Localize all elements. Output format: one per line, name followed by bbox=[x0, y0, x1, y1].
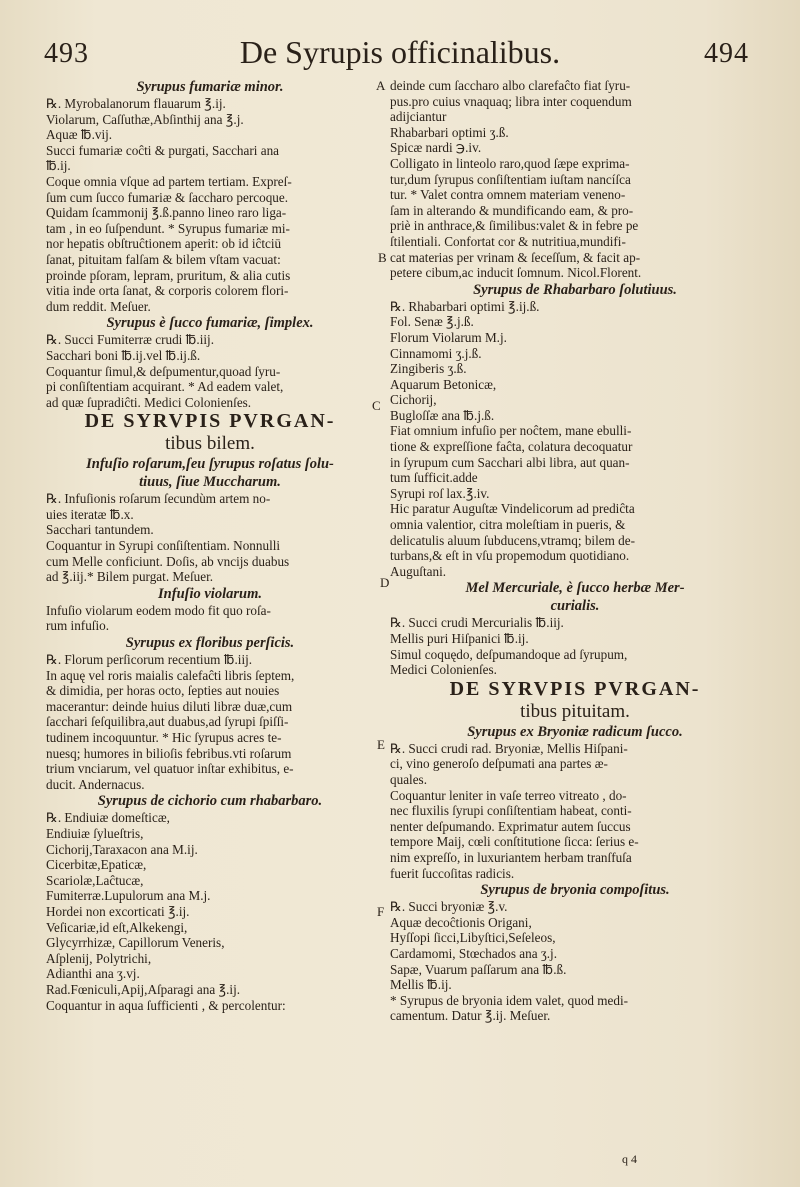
text-line: ſacchari ſeſquilibra,aut duabus,ad ſyrupi ſpiſſi- bbox=[46, 714, 289, 730]
text-line: Hic paratur Auguſtæ Vindelicorum ad prediĉta bbox=[390, 501, 635, 517]
text-line: adijciantur bbox=[390, 109, 447, 125]
text-line: in ſyrupum cum Sacchari albi libra, aut quan- bbox=[390, 454, 630, 470]
text-line: ℔.ij. bbox=[46, 158, 71, 174]
text-line: nim expreſſo, in luxuriantem herbam tranſfuſa bbox=[390, 849, 632, 865]
chapter-heading: tibus bilem. bbox=[165, 433, 255, 455]
text-line: Fiat omnium infuſio per noĉtem, mane ebulli- bbox=[390, 423, 632, 439]
text-line: Florum Violarum M.j. bbox=[390, 329, 507, 345]
text-line: Cardamomi, Stœchados ana ʒ.j. bbox=[390, 945, 558, 961]
section-heading: Syrupus ex Bryoniæ radicum ſucco. bbox=[467, 723, 683, 740]
text-line: Aquarum Betonicæ, bbox=[390, 376, 497, 392]
text-line: nenter deſpumando. Exprimatur autem ſuccus bbox=[390, 818, 631, 834]
text-line: Cichorij,Taraxacon ana M.ij. bbox=[46, 841, 198, 857]
text-line: omnia valentior, citra moleſtiam in pueris, & bbox=[390, 517, 626, 533]
text-line: Cichorij, bbox=[390, 392, 437, 408]
text-line: vitia inde orta ſanat, & corporis colorem flori- bbox=[46, 283, 289, 299]
text-line: tempore Maij, cœli conſtitutione ſicca: ſerius e- bbox=[390, 834, 639, 850]
text-line: * Syrupus de bryonia idem valet, quod medi- bbox=[390, 992, 629, 1008]
text-line: pi conſiſtentiam acquirant. * Ad eadem valet, bbox=[46, 379, 284, 395]
text-line: Veſicariæ,id eſt,Alkekengi, bbox=[46, 919, 188, 935]
margin-marker-d: D bbox=[380, 575, 390, 590]
section-heading: Syrupus de cichorio cum rhabarbaro. bbox=[97, 793, 323, 810]
text-line: Aſplenij, Polytrichi, bbox=[46, 950, 152, 966]
text-line: ℞. Succi Fumiterræ crudi ℔.iij. bbox=[46, 332, 215, 348]
text-line: Violarum, Caſſuthæ,Abſinthij ana ℥.j. bbox=[46, 111, 244, 127]
text-line: ℞. Florum perſicorum recentium ℔.iij. bbox=[46, 652, 253, 668]
text-line: tur. * Valet contra omnem materiam veneno- bbox=[390, 187, 626, 203]
section-heading: tiuus, ſiue Muccharum. bbox=[139, 474, 281, 491]
text-line: turbans,& eſt in vſu propemodum quotidiano. bbox=[390, 548, 630, 564]
text-line: petere cibum,ac inducit ſomnum. Nicol.Florent. bbox=[390, 265, 642, 281]
text-line: dum reddit. Meſuer. bbox=[46, 298, 151, 314]
text-line: tum ſufficit.adde bbox=[390, 470, 478, 486]
margin-marker-f: F bbox=[377, 904, 385, 919]
text-line: nuesq; humores in bilioſis febribus.vti roſarum bbox=[46, 745, 292, 761]
text-line: Syrupi roſ lax.℥.iv. bbox=[390, 485, 490, 501]
text-line: camentum. Datur ℥.ij. Meſuer. bbox=[390, 1008, 551, 1024]
text-line: ℞. Myrobalanorum flauarum ℥.ij. bbox=[46, 96, 226, 111]
text-line: ſam in alterando & mundificando eam, & pro- bbox=[390, 202, 634, 218]
text-line: Rad.Fœniculi,Apij,Aſparagi ana ℥.ij. bbox=[46, 981, 241, 997]
text-line: tur,dum ſyrupus conſiſtentiam iuſtam nancíſca bbox=[390, 171, 631, 187]
text-line: ſtilentiali. Confortat cor & nutritiua,mundifi- bbox=[390, 233, 626, 249]
text-line: tione & expreſſione faĉta, colatura decoquatur bbox=[390, 439, 633, 455]
section-heading: Infuſio roſarum,ſeu ſyrupus roſatus ſolu- bbox=[86, 456, 334, 473]
text-line: rum infuſio. bbox=[46, 618, 110, 634]
right-column bbox=[390, 78, 760, 1024]
text-line: ſum cum ſucco fumariæ & ſaccharo percoque. bbox=[46, 189, 289, 205]
text-line: fuerit ſuccoſitas radicis. bbox=[390, 865, 515, 881]
text-line: ℞. Endiuiæ domeſticæ, bbox=[46, 810, 170, 826]
text-line: Sacchari tantundem. bbox=[46, 522, 154, 538]
text-line: delicatulis aluum ſubducens,vtramq; bilem de- bbox=[390, 532, 636, 548]
margin-marker-c: C bbox=[372, 398, 381, 413]
text-line: Colligato in linteolo raro,quod ſæpe exprima- bbox=[390, 155, 630, 171]
section-heading: curialis. bbox=[550, 598, 600, 615]
text-line: cat materias per vrinam & ſeceſſum, & facit ap- bbox=[390, 249, 641, 265]
text-line: Succi fumariæ coĉti & purgati, Sacchari ana bbox=[46, 142, 280, 158]
text-line: Endiuiæ ſylueſtris, bbox=[46, 825, 144, 841]
text-line: Zingiberis ʒ.ß. bbox=[390, 361, 467, 377]
text-line: deinde cum ſaccharo albo clarefaĉto fiat ſyru- bbox=[390, 78, 631, 93]
text-line: nec fluxilis ſyrupi conſiſtentiam habeat, conti- bbox=[390, 803, 632, 819]
text-line: Hyſſopi ſicci,Libyſtici,Seſeleos, bbox=[390, 930, 556, 946]
text-line: Mellis ℔.ij. bbox=[390, 977, 452, 993]
text-line: Simul coquędo, deſpumandoque ad ſyrupum, bbox=[390, 646, 628, 662]
left-column bbox=[46, 78, 374, 1013]
margin-marker-b: B bbox=[378, 250, 387, 265]
text-line: Auguſtani. bbox=[390, 563, 447, 579]
text-line: ducit. Andernacus. bbox=[46, 776, 145, 792]
margin-marker-a: A bbox=[376, 78, 386, 93]
text-line: Sapæ, Vuarum paſſarum ana ℔.ß. bbox=[390, 961, 567, 977]
text-line: Fol. Senæ ℥.j.ß. bbox=[390, 314, 474, 330]
text-line: Quidam ſcammonij ℥.ß.panno lineo raro liga- bbox=[46, 205, 287, 221]
text-line: Aquæ decoĉtionis Origani, bbox=[390, 914, 532, 930]
section-heading: Syrupus è ſucco fumariæ, ſimplex. bbox=[106, 315, 314, 332]
text-line: Medici Colonienſes. bbox=[390, 662, 497, 678]
text-line: ℞. Rhabarbari optimi ℥.ij.ß. bbox=[390, 298, 540, 314]
text-line: Adianthi ana ʒ.vj. bbox=[46, 966, 140, 982]
text-line: Scariolæ,Laĉtucæ, bbox=[46, 872, 144, 888]
text-line: Coque omnia vſque ad partem tertiam. Expreſ- bbox=[46, 173, 292, 189]
text-line: Cicerbitæ,Epaticæ, bbox=[46, 857, 147, 873]
text-line: tam , in eo ſuſpendunt. * Syrupus fumariæ mi- bbox=[46, 220, 290, 236]
text-line: ℞. Succi crudi rad. Bryoniæ, Mellis Hiſpani- bbox=[390, 740, 628, 756]
text-line: Coquantur in aqua ſufficienti , & percolentur: bbox=[46, 997, 286, 1013]
chapter-heading: DE SYRVPIS PVRGAN- bbox=[449, 677, 701, 700]
section-heading: Syrupus fumariæ minor. bbox=[136, 79, 284, 95]
margin-marker-e: E bbox=[377, 737, 385, 752]
text-line: Cinnamomi ʒ.j.ß. bbox=[390, 345, 482, 361]
text-line: ſanat, pituitam falſam & bilem vſtam vacuat: bbox=[46, 251, 281, 267]
text-line: priè in anthrace,& ſimilibus:valet & in febre pe bbox=[390, 218, 639, 234]
page-number-left: 493 bbox=[44, 38, 89, 69]
text-line: Hordei non excorticati ℥.ij. bbox=[46, 903, 190, 919]
text-line: quales. bbox=[390, 771, 427, 787]
section-heading: Infuſio violarum. bbox=[158, 585, 262, 602]
text-line: Infuſio violarum eodem modo fit quo roſa- bbox=[46, 602, 271, 618]
text-line: trium vnciarum, vel quatuor inſtar exhibitus, e- bbox=[46, 761, 294, 777]
text-line: ad ℥.iij.* Bilem purgat. Meſuer. bbox=[46, 569, 214, 585]
text-line: Aquæ ℔.vij. bbox=[46, 127, 113, 143]
text-line: ℞. Infuſionis roſarum ſecundùm artem no- bbox=[46, 491, 271, 507]
text-line: tudinem incoquuntur. * Hic ſyrupus acres te- bbox=[46, 730, 282, 745]
chapter-heading: DE SYRVPIS PVRGAN- bbox=[84, 410, 336, 433]
text-line: Bugloſſæ ana ℔.j.ß. bbox=[390, 407, 495, 423]
text-line: cum Melle conficiunt. Doſis, ab vncijs duabus bbox=[46, 553, 290, 569]
text-line: Coquantur ſimul,& deſpumentur,quoad ſyru- bbox=[46, 363, 281, 379]
text-line: ℞. Succi crudi Mercurialis ℔.iij. bbox=[390, 615, 564, 631]
text-line: macerantur: deinde huius diluti libræ duæ,cum bbox=[46, 698, 293, 714]
text-line: uies iteratæ ℔.x. bbox=[46, 506, 134, 522]
text-line: Glycyrrhizæ, Capillorum Veneris, bbox=[46, 935, 225, 951]
text-line: nor hepatis obſtruĉtionem aperit: ob id iĉtciū bbox=[46, 236, 282, 252]
section-heading: Syrupus de Rhabarbaro ſolutiuus. bbox=[473, 281, 677, 298]
section-heading: Syrupus de bryonia compoſitus. bbox=[480, 882, 670, 899]
text-line: Sacchari boni ℔.ij.vel ℔.ij.ß. bbox=[46, 347, 201, 363]
text-line: Coquantur in Syrupi conſiſtentiam. Nonnulli bbox=[46, 538, 281, 554]
signature-mark: q 4 bbox=[622, 1152, 637, 1166]
text-line: Mellis puri Hiſpanici ℔.ij. bbox=[390, 631, 529, 646]
running-title: De Syrupis officinalibus. bbox=[239, 34, 561, 70]
page-header bbox=[0, 34, 800, 74]
text-line: ci, vino generoſo deſpumati ana partes æ- bbox=[390, 756, 608, 772]
text-line: In aquę vel roris maialis calefaĉti libris ſeptem, bbox=[46, 667, 295, 683]
chapter-heading: tibus pituitam. bbox=[520, 700, 630, 722]
text-line: Fumiterræ.Lupulorum ana M.j. bbox=[46, 888, 211, 904]
text-line: Coquantur leniter in vaſe terreo vitreato , do- bbox=[390, 787, 627, 803]
text-line: pus.pro cuius vnaquaq; libra inter coquendum bbox=[390, 93, 632, 109]
text-line: proinde pſoram, lepram, pruritum, & alia cutis bbox=[46, 267, 291, 283]
text-line: Spicæ nardi ℈.iv. bbox=[390, 140, 482, 156]
text-line: ℞. Succi bryoniæ ℥.v. bbox=[390, 899, 508, 915]
text-line: Rhabarbari optimi ʒ.ß. bbox=[390, 124, 509, 140]
text-line: & dimidia, per horas octo, ſepties aut nouies bbox=[46, 683, 280, 699]
section-heading: Syrupus ex floribus perſicis. bbox=[125, 635, 295, 652]
text-line: ad quæ ſupradiĉti. Medici Colonienſes. bbox=[46, 394, 252, 410]
page-number-right: 494 bbox=[704, 38, 749, 69]
section-heading: Mel Mercuriale, è ſucco herbæ Mer- bbox=[465, 580, 685, 597]
